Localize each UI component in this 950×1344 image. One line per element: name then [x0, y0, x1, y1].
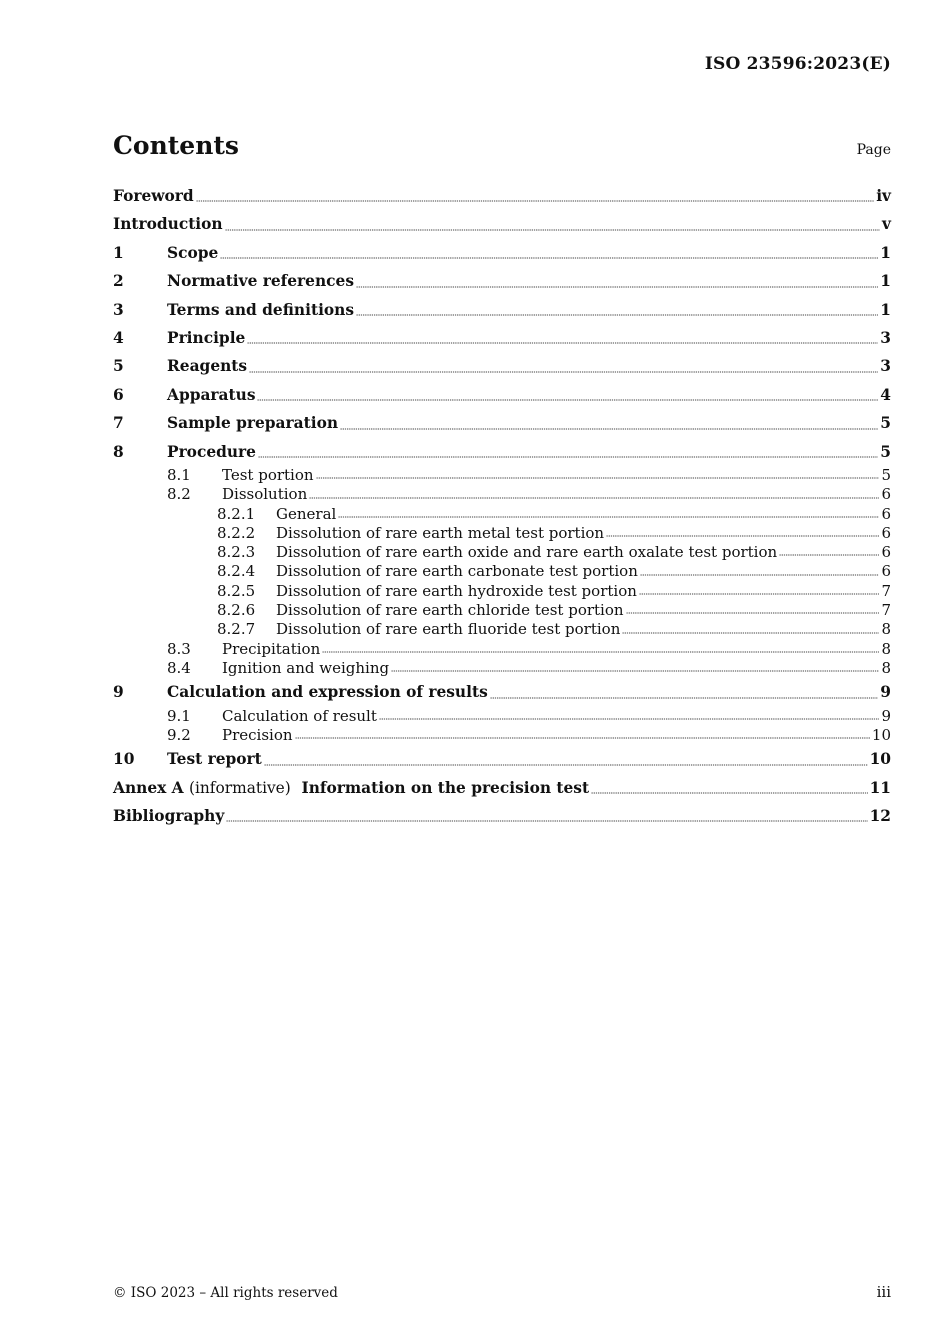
- toc-entry-page: 11: [869, 778, 891, 797]
- toc-entry-number: 8.4: [167, 658, 191, 677]
- toc-entry[interactable]: [113, 352, 891, 380]
- dot-leader: [196, 182, 875, 210]
- document-id: ISO 23596:2023(E): [704, 54, 891, 74]
- dot-leader: [591, 774, 868, 802]
- toc-entry[interactable]: [113, 381, 891, 409]
- toc-entry-page: 5: [881, 465, 891, 484]
- toc-entry-title: Dissolution of rare earth oxide and rare earth oxalate test portion: [276, 543, 778, 562]
- dot-leader: [322, 640, 879, 659]
- toc-entry-title: Principle: [167, 328, 246, 347]
- dot-leader: [640, 562, 880, 581]
- toc-entry[interactable]: [113, 239, 891, 267]
- dot-leader: [249, 352, 878, 380]
- dot-leader: [226, 802, 867, 830]
- toc-entry-page: 1: [880, 272, 891, 291]
- toc-entry-title: Dissolution of rare earth metal test portion: [276, 523, 605, 542]
- toc-entry-number: 7: [113, 414, 124, 433]
- dot-leader: [356, 296, 878, 324]
- annex-note: (informative): [188, 778, 291, 797]
- toc-entry-title: Procedure: [167, 442, 256, 461]
- dot-leader: [391, 659, 879, 678]
- toc-entry-page: 9: [881, 706, 891, 725]
- toc-entry-page: 3: [880, 328, 891, 347]
- toc-entry[interactable]: [113, 640, 891, 659]
- toc-entry[interactable]: [113, 620, 891, 639]
- dot-leader: [264, 745, 868, 773]
- toc-entry-page: 5: [880, 442, 891, 461]
- dot-leader: [247, 324, 878, 352]
- toc-entry-title: Bibliography: [113, 806, 225, 825]
- toc-entry-page: 1: [880, 243, 891, 262]
- dot-leader: [257, 381, 878, 409]
- toc-entry-title: Reagents: [167, 357, 248, 376]
- dot-leader: [309, 485, 879, 504]
- toc-entry-page: 3: [880, 357, 891, 376]
- toc-entry[interactable]: [113, 466, 891, 485]
- toc-entry-title: Terms and definitions: [167, 300, 355, 319]
- toc-entry[interactable]: [113, 659, 891, 678]
- toc-entry-title: Test portion: [222, 465, 314, 484]
- toc-entry-number: 8.1: [167, 465, 191, 484]
- dot-leader: [356, 267, 878, 295]
- toc-entry-title: Apparatus: [167, 385, 256, 404]
- toc-entry-title: Introduction: [113, 215, 223, 234]
- toc-entry-number: 8.3: [167, 639, 191, 658]
- toc-entry-page: 9: [880, 683, 891, 702]
- toc-entry-number: 5: [113, 357, 124, 376]
- toc-entry-title: Dissolution: [222, 485, 308, 504]
- table-of-contents: [113, 182, 891, 830]
- toc-entry-number: 8.2.7: [217, 620, 256, 639]
- toc-entry[interactable]: [113, 210, 891, 238]
- dot-leader: [258, 438, 878, 466]
- toc-entry-page: 10: [869, 750, 891, 769]
- toc-entry[interactable]: [113, 409, 891, 437]
- toc-entry-page: 6: [881, 504, 891, 523]
- toc-entry-number: 8.2.2: [217, 523, 256, 542]
- toc-entry-number: 1: [113, 243, 124, 262]
- toc-entry-number: 9: [113, 683, 124, 702]
- toc-entry-number: 4: [113, 328, 124, 347]
- toc-entry-page: v: [882, 215, 891, 234]
- toc-entry-title: Ignition and weighing: [222, 658, 390, 677]
- toc-entry[interactable]: [113, 324, 891, 352]
- toc-entry-page: 10: [871, 725, 891, 744]
- toc-entry[interactable]: [113, 524, 891, 543]
- toc-entry-number: 8.2.3: [217, 543, 256, 562]
- dot-leader: [379, 707, 880, 726]
- toc-entry-number: 8.2: [167, 485, 191, 504]
- toc-entry-title: Dissolution of rare earth carbonate test portion: [276, 562, 638, 581]
- toc-entry[interactable]: [113, 745, 891, 773]
- toc-entry-title: Calculation of result: [222, 706, 377, 725]
- toc-entry-page: 12: [869, 806, 891, 825]
- toc-entry-title: Dissolution of rare earth fluoride test portion: [276, 620, 621, 639]
- toc-entry[interactable]: [113, 678, 891, 706]
- page-title: Contents: [113, 131, 240, 160]
- dot-leader: [338, 505, 879, 524]
- toc-entry-number: 2: [113, 272, 124, 291]
- toc-entry-page: 6: [881, 543, 891, 562]
- toc-entry-page: 4: [880, 385, 891, 404]
- toc-entry-page: 1: [880, 300, 891, 319]
- toc-entry-title: Scope: [167, 243, 219, 262]
- toc-entry-page: 8: [881, 639, 891, 658]
- toc-entry-page: 8: [881, 620, 891, 639]
- toc-entry-page: 6: [881, 485, 891, 504]
- page-column-label: Page: [856, 142, 891, 158]
- dot-leader: [220, 239, 878, 267]
- toc-entry[interactable]: [113, 438, 891, 466]
- toc-entry[interactable]: [113, 726, 891, 745]
- dot-leader: [606, 524, 879, 543]
- toc-entry-number: 9.2: [167, 725, 191, 744]
- dot-leader: [225, 210, 880, 238]
- dot-leader: [622, 620, 879, 639]
- dot-leader: [295, 726, 870, 745]
- toc-entry-page: 7: [881, 581, 891, 600]
- toc-entry-title: [113, 774, 589, 802]
- toc-entry-number: 8: [113, 442, 124, 461]
- toc-entry-number: 10: [113, 750, 135, 769]
- toc-entry-number: 6: [113, 385, 124, 404]
- page-number: iii: [876, 1283, 891, 1301]
- toc-entry[interactable]: [113, 601, 891, 620]
- toc-entry-title: Test report: [167, 750, 262, 769]
- toc-entry[interactable]: [113, 182, 891, 210]
- annex-title: Information on the precision test: [301, 778, 590, 797]
- toc-entry-title: Calculation and expression of results: [167, 683, 488, 702]
- toc-entry[interactable]: [113, 562, 891, 581]
- toc-entry-number: 8.2.5: [217, 581, 256, 600]
- toc-entry-title: General: [276, 504, 337, 523]
- toc-entry-page: iv: [876, 187, 891, 205]
- toc-entry[interactable]: [113, 543, 891, 562]
- toc-entry-title: Sample preparation: [167, 414, 339, 433]
- toc-entry-title: Normative references: [167, 272, 354, 291]
- toc-entry[interactable]: [113, 582, 891, 601]
- toc-entry-title: Dissolution of rare earth chloride test portion: [276, 600, 624, 619]
- dot-leader: [490, 678, 879, 706]
- toc-entry[interactable]: [113, 707, 891, 726]
- dot-leader: [316, 466, 880, 485]
- toc-entry[interactable]: [113, 505, 891, 524]
- toc-entry[interactable]: [113, 267, 891, 295]
- toc-entry-title: Foreword: [113, 187, 194, 205]
- toc-entry-page: 6: [881, 523, 891, 542]
- dot-leader: [340, 409, 878, 437]
- toc-entry[interactable]: [113, 296, 891, 324]
- toc-entry-number: 3: [113, 300, 124, 319]
- toc-entry-number: 9.1: [167, 706, 191, 725]
- toc-entry-page: 6: [881, 562, 891, 581]
- dot-leader: [639, 582, 880, 601]
- toc-entry-page: 5: [880, 414, 891, 433]
- toc-entry-number: 8.2.6: [217, 600, 256, 619]
- dot-leader: [779, 543, 879, 562]
- toc-entry-page: 7: [881, 600, 891, 619]
- toc-entry-page: 8: [881, 658, 891, 677]
- toc-entry[interactable]: [113, 774, 891, 802]
- toc-entry-title: Precipitation: [222, 639, 321, 658]
- dot-leader: [626, 601, 880, 620]
- toc-entry[interactable]: [113, 485, 891, 504]
- annex-label: Annex A: [113, 778, 184, 797]
- copyright-notice: © ISO 2023 – All rights reserved: [113, 1285, 338, 1301]
- toc-entry-title: Dissolution of rare earth hydroxide test portion: [276, 581, 637, 600]
- toc-entry-number: 8.2.1: [217, 504, 256, 523]
- toc-entry[interactable]: [113, 802, 891, 830]
- toc-entry-title: Precision: [222, 725, 293, 744]
- toc-entry-number: 8.2.4: [217, 562, 256, 581]
